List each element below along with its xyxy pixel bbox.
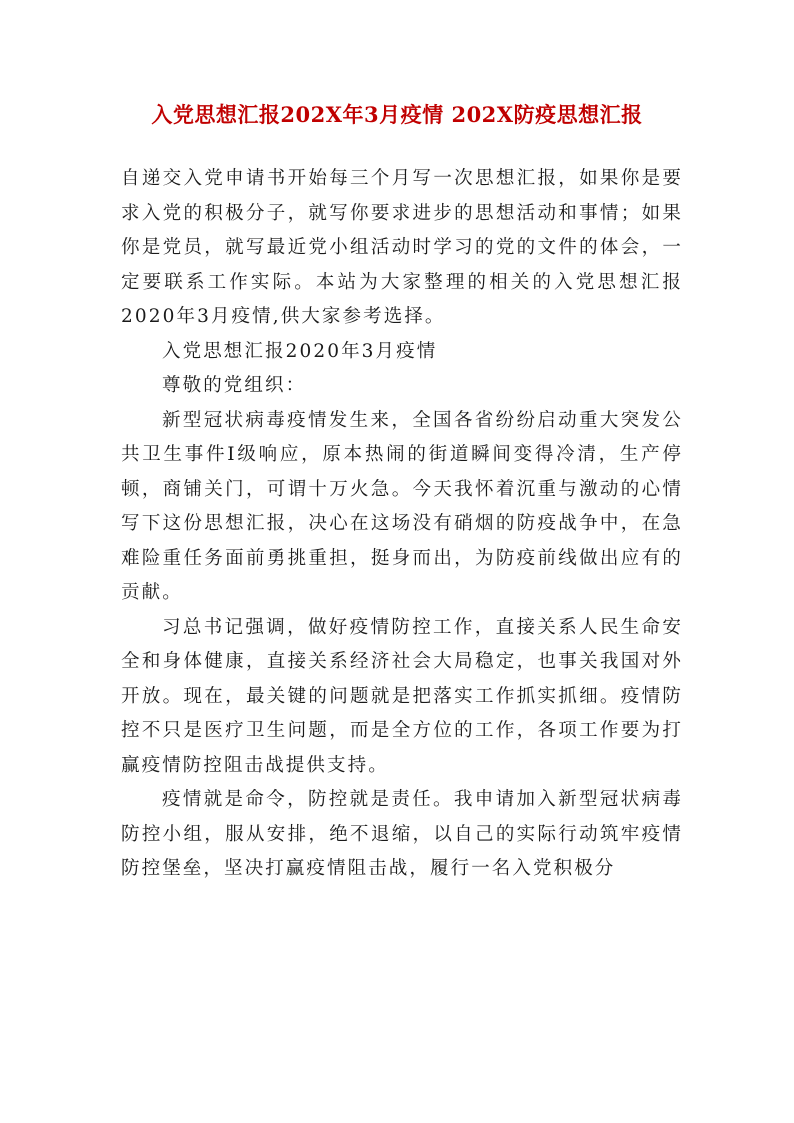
intro-paragraph: 自递交入党申请书开始每三个月写一次思想汇报，如果你是要求入党的积极分子，就写你要求进步的思想活动和事情；如果你是党员，就写最近党小组活动时学习的党的文件的体会，一定要联系工作实际。本站为大家整理的相关的入党思想汇报2020年3月疫情,供大家参考选择。 xyxy=(121,168,683,327)
body-paragraph-1: 新型冠状病毒疫情发生来，全国各省纷纷启动重大突发公共卫生事件I级响应，原本热闹的街道瞬间变得冷清，生产停顿，商铺关门，可谓十万火急。今天我怀着沉重与激动的心情写下这份思想汇报，决心在这场没有硝烟的防疫战争中，在急难险重任务面前勇挑重担，挺身而出，为防疫前线做出应有的贡献。 xyxy=(121,409,683,603)
report-heading: 入党思想汇报2020年3月疫情 xyxy=(162,340,438,362)
body-paragraph-3: 疫情就是命令，防控就是责任。我申请加入新型冠状病毒防控小组，服从安排，绝不退缩，以自己的实际行动筑牢疫情防控堡垒，坚决打赢疫情阻击战，履行一名入党积极分 xyxy=(121,789,683,879)
document-title: 入党思想汇报202X年3月疫情 202X防疫思想汇报 xyxy=(151,102,643,127)
body-paragraph-2: 习总书记强调，做好疫情防控工作，直接关系人民生命安全和身体健康，直接关系经济社会大局稳定，也事关我国对外开放。现在，最关键的问题就是把落实工作抓实抓细。疫情防控不只是医疗卫生问题，而是全方位的工作，各项工作要为打赢疫情防控阻击战提供支持。 xyxy=(121,616,683,776)
salutation: 尊敬的党组织： xyxy=(162,375,307,396)
document-body xyxy=(121,162,683,887)
